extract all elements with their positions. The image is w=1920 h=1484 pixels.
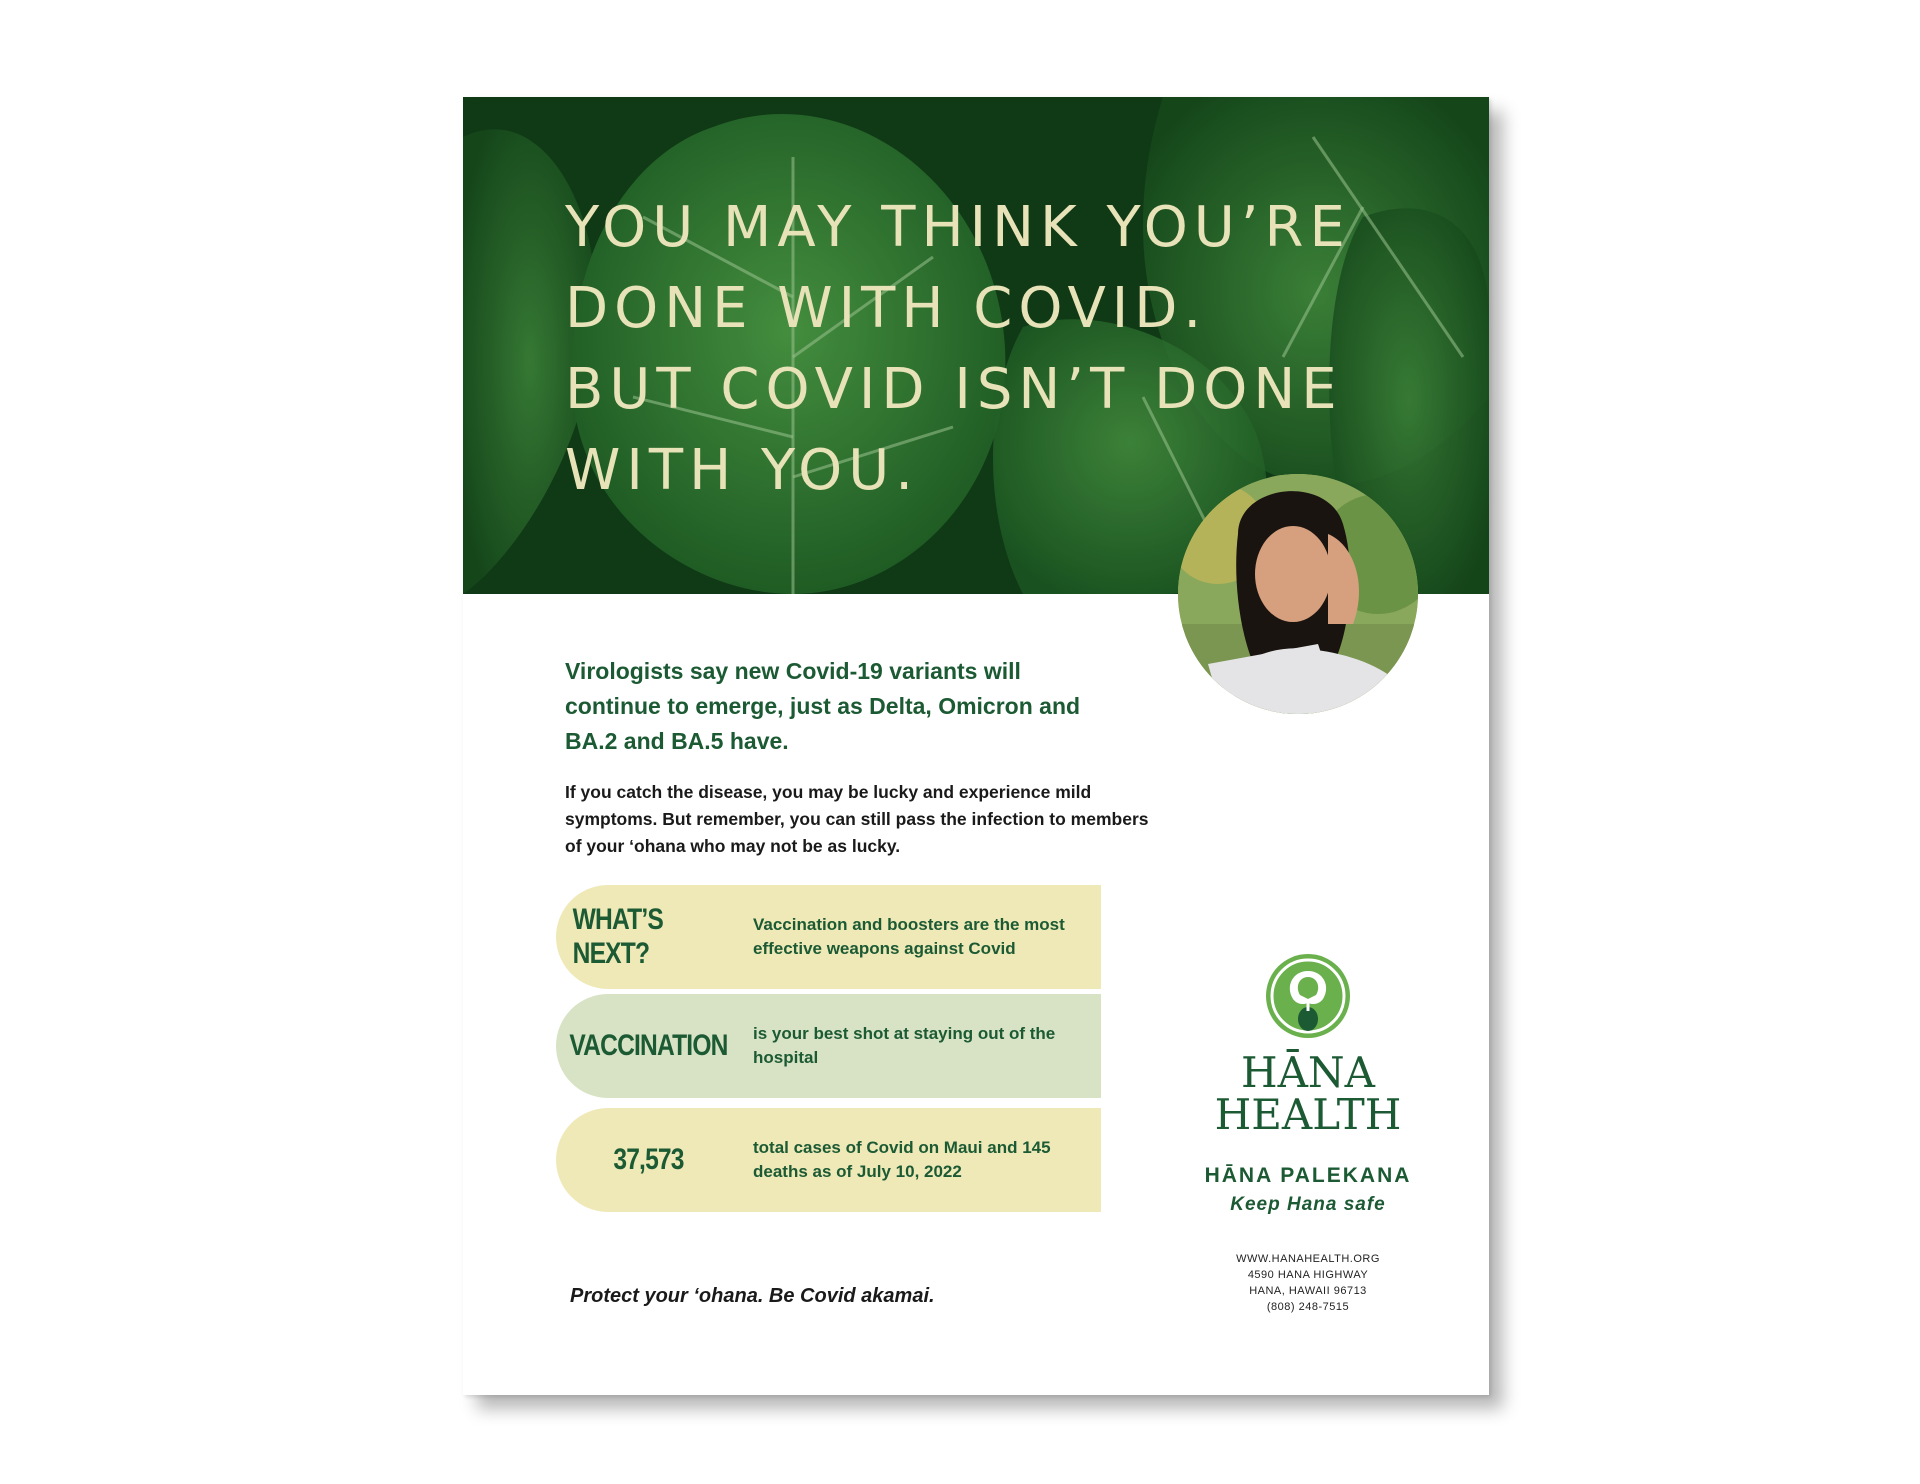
portrait-photo — [1178, 474, 1418, 714]
body-paragraph: If you catch the disease, you may be lucky and experience mild symptoms. But remember, you can still pass the infection to members of your ‘ohana who may not be as lucky. — [565, 782, 1149, 856]
pill-key: VACCINATION — [569, 1029, 728, 1062]
headline — [565, 187, 1445, 511]
taro-plant-logo-icon — [1263, 951, 1353, 1041]
city-address: HANA, HAWAII 96713 — [1249, 1285, 1367, 1297]
pill-vaccination — [556, 994, 1101, 1098]
pill-key: 37,573 — [613, 1143, 684, 1176]
headline-line-1: YOU MAY THINK YOU’RE — [565, 195, 1351, 260]
woman-portrait-illustration — [1178, 474, 1418, 714]
pill-key: WHAT’S NEXT? — [572, 903, 663, 970]
logo-line-1: HĀNA — [1240, 1048, 1376, 1097]
headline-line-3: BUT COVID ISN’T DONE — [565, 357, 1343, 422]
website-link[interactable]: WWW.HANAHEALTH.ORG — [1236, 1253, 1380, 1265]
street-address: 4590 HANA HIGHWAY — [1247, 1269, 1369, 1281]
pill-description: is your best shot at staying out of the hospital — [753, 1024, 1056, 1067]
pill-description: total cases of Covid on Maui and 145 deaths as of July 10, 2022 — [753, 1138, 1051, 1181]
headline-line-4: WITH YOU. — [565, 438, 920, 503]
pill-case-count — [556, 1108, 1101, 1212]
lead-paragraph: Virologists say new Covid-19 variants will continue to emerge, just as Delta, Omicron and BA.2 and BA.5 have. — [565, 658, 1081, 754]
logo-wordmark — [1198, 1048, 1418, 1139]
tagline-primary: HĀNA PALEKANA — [1204, 1164, 1412, 1187]
headline-line-2: DONE WITH COVID. — [565, 276, 1208, 341]
closing-tagline: Protect your ‘ohana. Be Covid akamai. — [570, 1285, 935, 1307]
tagline-secondary: Keep Hana safe — [1230, 1194, 1386, 1215]
pill-description: Vaccination and boosters are the most effective weapons against Covid — [753, 915, 1065, 958]
contact-block — [1198, 1251, 1418, 1315]
hana-health-logo — [1198, 951, 1418, 1216]
logo-line-2: HEALTH — [1214, 1090, 1402, 1139]
flyer-page — [463, 97, 1489, 1395]
pill-whats-next — [556, 885, 1101, 989]
phone-number: (808) 248-7515 — [1266, 1301, 1350, 1313]
